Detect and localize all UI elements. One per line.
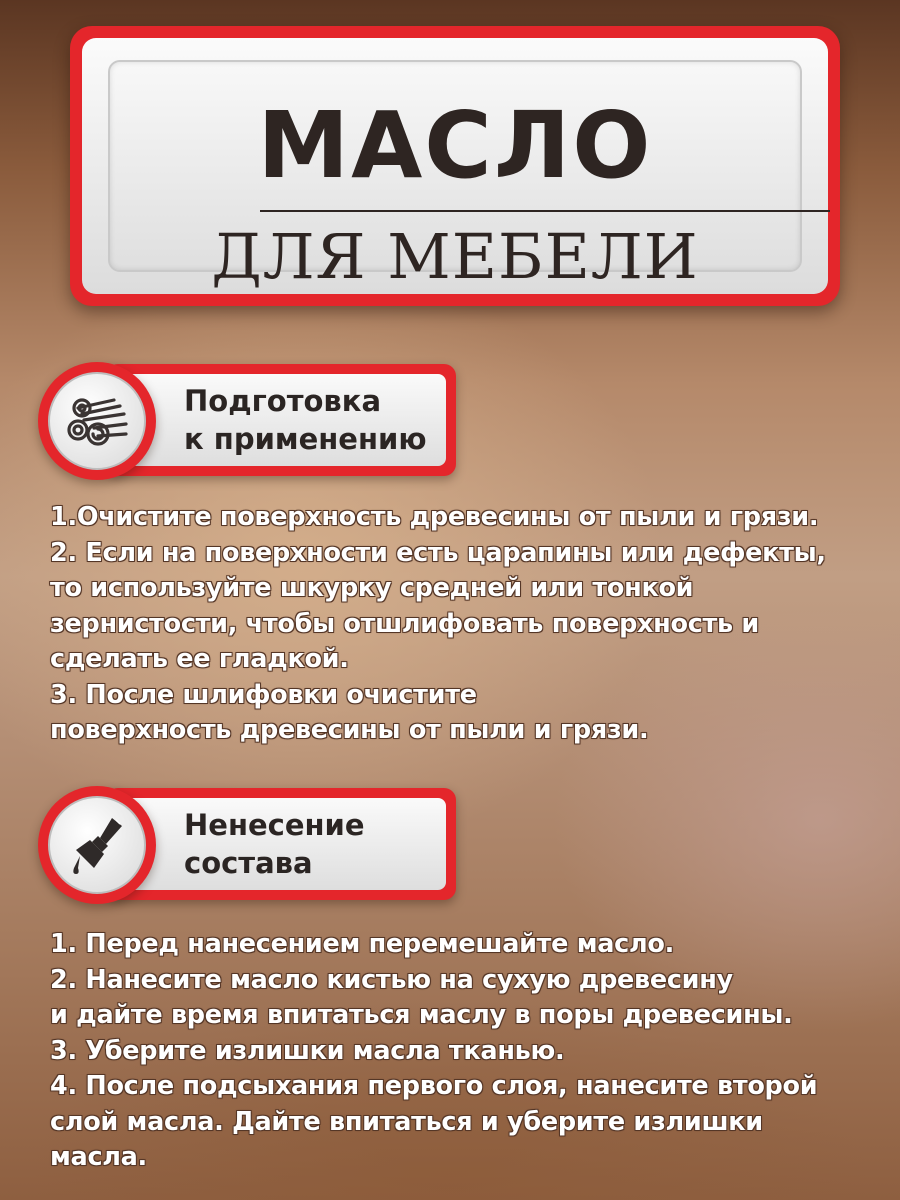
instruction-line: сделать ее гладкой. <box>50 644 349 674</box>
section-preparation-text <box>50 500 890 749</box>
instruction-line: 3. Уберите излишки масла тканью. <box>50 1035 565 1066</box>
section-preparation-heading <box>184 382 444 458</box>
title-card <box>70 26 840 306</box>
section-preparation-icon-badge <box>38 362 156 480</box>
section-application-icon-badge <box>38 786 156 904</box>
instruction-line: поверхность древесины от пыли и грязи. <box>50 715 649 745</box>
section-application-heading <box>184 806 444 882</box>
instruction-line: 3. После шлифовки очистите <box>50 679 477 710</box>
instruction-line: масла. <box>50 1142 147 1172</box>
instruction-line: 1. Перед нанесением перемешайте масло. <box>50 929 674 959</box>
page-title: МАСЛО <box>257 92 653 199</box>
section-heading-line: к применению <box>184 422 427 456</box>
section-heading-line: Подготовка <box>184 384 382 418</box>
section-heading-line: состава <box>184 846 313 880</box>
section-application-text <box>50 927 890 1176</box>
paint-brush-icon <box>64 812 132 880</box>
title-divider <box>260 210 830 212</box>
section-application-header <box>38 786 458 904</box>
page-subtitle: ДЛЯ МЕБЕЛИ <box>211 220 699 293</box>
wood-logs-icon <box>64 388 132 456</box>
instruction-line: 4. После подсыхания первого слоя, нанесите второй <box>50 1071 818 1101</box>
instruction-line: слой масла. Дайте впитаться и уберите излишки <box>50 1106 763 1137</box>
section-heading-line: Ненесение <box>184 808 365 842</box>
instruction-line: и дайте время впитаться маслу в поры древесины. <box>50 1000 793 1030</box>
instruction-line: зернистости, чтобы отшлифовать поверхность и <box>50 608 759 639</box>
title-card-panel <box>82 38 828 294</box>
instruction-line: 1.Очистите поверхность древесины от пыли и грязи. <box>50 502 819 532</box>
instruction-line: то используйте шкурку средней или тонкой <box>50 573 694 603</box>
instruction-line: 2. Нанесите масло кистью на сухую древесину <box>50 964 733 995</box>
instruction-line: 2. Если на поверхности есть царапины или дефекты, <box>50 537 826 568</box>
section-preparation-header <box>38 362 458 480</box>
